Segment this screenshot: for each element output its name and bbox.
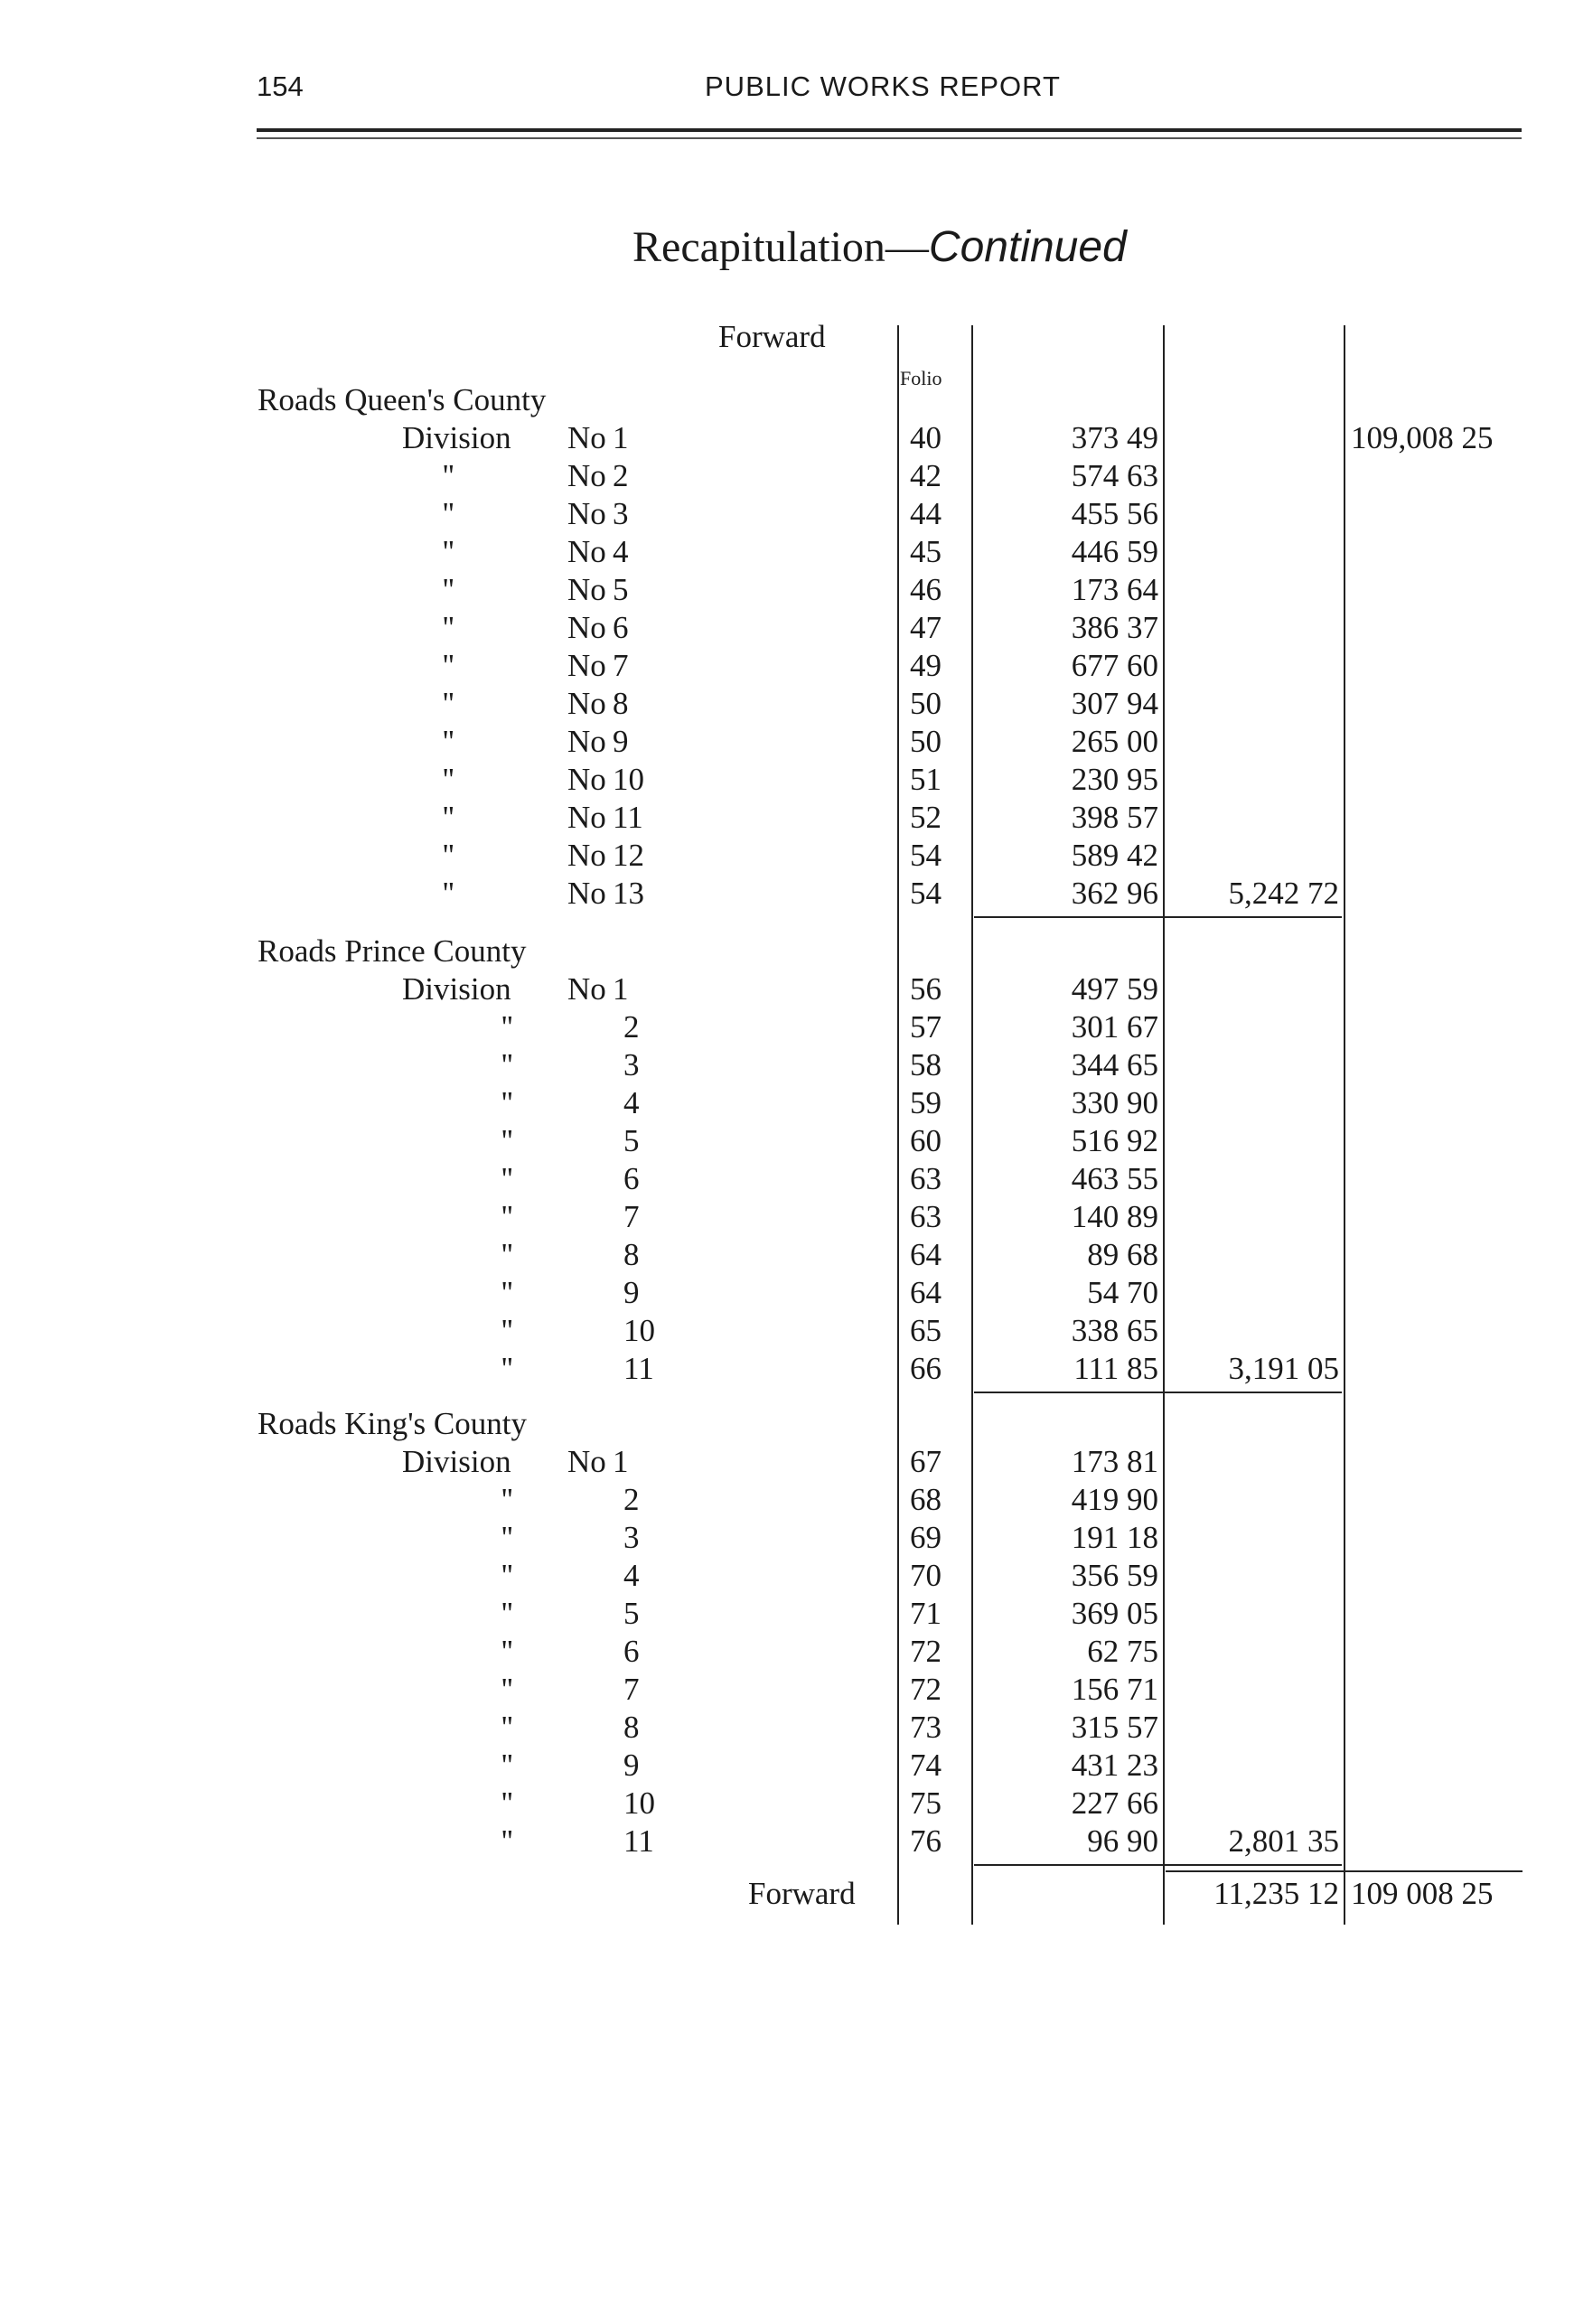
row-number: 3 (613, 496, 629, 531)
row-label: '' (501, 1199, 513, 1234)
row-folio: 51 (910, 762, 942, 797)
row-number: 8 (623, 1237, 640, 1272)
row-no: No (567, 686, 606, 721)
row-label: '' (443, 686, 454, 721)
row-label: '' (501, 1313, 513, 1348)
row-label: '' (501, 1275, 513, 1310)
row-folio: 67 (910, 1444, 942, 1479)
total-grand: 109 008 25 (1351, 1876, 1494, 1911)
row-folio: 69 (910, 1520, 942, 1555)
row-number: 9 (623, 1275, 640, 1310)
section-subtotal: 3,191 05 (1228, 1351, 1339, 1386)
row-label: '' (501, 1482, 513, 1517)
row-label: Division (402, 971, 511, 1007)
row-folio: 52 (910, 800, 942, 835)
row-number: 5 (623, 1596, 640, 1631)
row-label: '' (501, 1520, 513, 1555)
row-number: 7 (623, 1672, 640, 1707)
row-label: '' (443, 496, 454, 531)
forward-top-label: Forward (718, 319, 826, 354)
row-no: No (567, 534, 606, 569)
row-folio: 75 (910, 1785, 942, 1821)
row-label: '' (501, 1558, 513, 1593)
row-amount: 386 37 (1071, 610, 1158, 645)
row-folio: 70 (910, 1558, 942, 1593)
row-amount: 315 57 (1071, 1710, 1158, 1745)
section-heading: Roads Queen's County (258, 382, 547, 417)
row-amount: 419 90 (1071, 1482, 1158, 1517)
row-number: 1 (613, 971, 629, 1007)
row-number: 6 (623, 1634, 640, 1669)
page-number: 154 (257, 70, 304, 102)
row-no: No (567, 572, 606, 607)
row-amount: 589 42 (1071, 838, 1158, 873)
row-number: 10 (613, 762, 644, 797)
row-number: 4 (623, 1558, 640, 1593)
row-label: '' (501, 1123, 513, 1158)
section-heading: Roads King's County (258, 1406, 527, 1441)
row-label: '' (501, 1748, 513, 1783)
row-number: 1 (613, 1444, 629, 1479)
row-folio: 60 (910, 1123, 942, 1158)
row-folio: 50 (910, 686, 942, 721)
row-label: '' (443, 610, 454, 645)
row-label: '' (501, 1237, 513, 1272)
row-folio: 74 (910, 1748, 942, 1783)
row-no: No (567, 1444, 606, 1479)
forward-bottom-label: Forward (748, 1876, 856, 1911)
header-rule-thin (257, 137, 1522, 139)
row-amount: 431 23 (1071, 1748, 1158, 1783)
row-label: '' (501, 1596, 513, 1631)
row-label: '' (501, 1085, 513, 1120)
row-label: '' (501, 1785, 513, 1821)
title-main: Recapitulation— (632, 223, 929, 271)
row-label: '' (501, 1161, 513, 1196)
row-amount: 301 67 (1071, 1009, 1158, 1045)
row-label: '' (443, 534, 454, 569)
row-amount: 330 90 (1071, 1085, 1158, 1120)
row-label: '' (501, 1351, 513, 1386)
row-amount: 455 56 (1071, 496, 1158, 531)
row-number: 9 (613, 724, 629, 759)
row-no: No (567, 876, 606, 911)
row-number: 11 (623, 1823, 654, 1859)
table-title (632, 222, 1127, 272)
row-label: '' (443, 838, 454, 873)
row-folio: 64 (910, 1275, 942, 1310)
row-amount: 140 89 (1071, 1199, 1158, 1234)
title-continued: Continued (928, 223, 1127, 271)
row-folio: 59 (910, 1085, 942, 1120)
row-folio: 49 (910, 648, 942, 683)
row-folio: 54 (910, 876, 942, 911)
section-sum-rule (974, 916, 1342, 918)
section-subtotal: 2,801 35 (1228, 1823, 1339, 1859)
row-number: 3 (623, 1047, 640, 1082)
grand-carry-forward: 109,008 25 (1351, 420, 1494, 455)
row-folio: 71 (910, 1596, 942, 1631)
row-number: 12 (613, 838, 644, 873)
row-amount: 369 05 (1071, 1596, 1158, 1631)
row-no: No (567, 724, 606, 759)
total-sum: 11,235 12 (1213, 1876, 1339, 1911)
row-label: '' (501, 1710, 513, 1745)
row-label: '' (501, 1823, 513, 1859)
row-number: 2 (613, 458, 629, 493)
row-folio: 42 (910, 458, 942, 493)
row-folio: 47 (910, 610, 942, 645)
row-number: 6 (613, 610, 629, 645)
row-amount: 230 95 (1071, 762, 1158, 797)
row-folio: 68 (910, 1482, 942, 1517)
row-number: 11 (623, 1351, 654, 1386)
row-amount: 227 66 (1071, 1785, 1158, 1821)
row-folio: 45 (910, 534, 942, 569)
row-amount: 89 68 (1087, 1237, 1158, 1272)
row-number: 8 (623, 1710, 640, 1745)
row-number: 5 (623, 1123, 640, 1158)
row-no: No (567, 971, 606, 1007)
row-label: '' (443, 648, 454, 683)
row-amount: 398 57 (1071, 800, 1158, 835)
row-number: 4 (613, 534, 629, 569)
row-label: '' (443, 800, 454, 835)
column-rule-3 (1163, 325, 1165, 1925)
row-folio: 50 (910, 724, 942, 759)
row-no: No (567, 458, 606, 493)
row-amount: 96 90 (1087, 1823, 1158, 1859)
row-folio: 72 (910, 1634, 942, 1669)
row-folio: 73 (910, 1710, 942, 1745)
row-amount: 54 70 (1087, 1275, 1158, 1310)
row-label: '' (501, 1672, 513, 1707)
row-folio: 66 (910, 1351, 942, 1386)
section-subtotal: 5,242 72 (1228, 876, 1339, 911)
row-folio: 44 (910, 496, 942, 531)
row-number: 7 (623, 1199, 640, 1234)
row-label: '' (443, 762, 454, 797)
section-sum-rule (974, 1392, 1342, 1393)
row-number: 6 (623, 1161, 640, 1196)
row-amount: 373 49 (1071, 420, 1158, 455)
row-folio: 54 (910, 838, 942, 873)
row-folio: 57 (910, 1009, 942, 1045)
row-amount: 574 63 (1071, 458, 1158, 493)
row-amount: 156 71 (1071, 1672, 1158, 1707)
row-number: 7 (613, 648, 629, 683)
row-amount: 463 55 (1071, 1161, 1158, 1196)
row-amount: 446 59 (1071, 534, 1158, 569)
row-label: '' (501, 1009, 513, 1045)
row-number: 13 (613, 876, 644, 911)
row-amount: 173 64 (1071, 572, 1158, 607)
row-folio: 46 (910, 572, 942, 607)
row-amount: 497 59 (1071, 971, 1158, 1007)
row-number: 1 (613, 420, 629, 455)
row-number: 10 (623, 1785, 655, 1821)
row-amount: 307 94 (1071, 686, 1158, 721)
folio-header: Folio (900, 367, 942, 389)
row-folio: 58 (910, 1047, 942, 1082)
row-folio: 63 (910, 1199, 942, 1234)
row-label: '' (501, 1634, 513, 1669)
row-no: No (567, 496, 606, 531)
row-amount: 62 75 (1087, 1634, 1158, 1669)
row-folio: 64 (910, 1237, 942, 1272)
section-sum-rule (974, 1864, 1342, 1866)
row-no: No (567, 648, 606, 683)
row-label: '' (443, 572, 454, 607)
running-header: PUBLIC WORKS REPORT (705, 70, 1061, 102)
row-number: 2 (623, 1009, 640, 1045)
row-folio: 63 (910, 1161, 942, 1196)
row-folio: 76 (910, 1823, 942, 1859)
row-no: No (567, 420, 606, 455)
row-folio: 40 (910, 420, 942, 455)
row-folio: 65 (910, 1313, 942, 1348)
row-amount: 677 60 (1071, 648, 1158, 683)
row-label: '' (501, 1047, 513, 1082)
row-label: Division (402, 1444, 511, 1479)
row-amount: 265 00 (1071, 724, 1158, 759)
row-number: 11 (613, 800, 643, 835)
row-amount: 173 81 (1071, 1444, 1158, 1479)
row-folio: 72 (910, 1672, 942, 1707)
row-amount: 516 92 (1071, 1123, 1158, 1158)
row-label: '' (443, 458, 454, 493)
row-folio: 56 (910, 971, 942, 1007)
row-number: 8 (613, 686, 629, 721)
row-label: Division (402, 420, 511, 455)
row-number: 5 (613, 572, 629, 607)
column-rule-4 (1344, 325, 1345, 1925)
row-number: 10 (623, 1313, 655, 1348)
row-amount: 362 96 (1071, 876, 1158, 911)
row-amount: 356 59 (1071, 1558, 1158, 1593)
column-rule-2 (971, 325, 973, 1925)
row-amount: 338 65 (1071, 1313, 1158, 1348)
header-rule-thick (257, 128, 1522, 132)
row-number: 9 (623, 1748, 640, 1783)
row-no: No (567, 838, 606, 873)
row-number: 2 (623, 1482, 640, 1517)
row-number: 4 (623, 1085, 640, 1120)
column-rule-1 (897, 325, 899, 1925)
row-no: No (567, 800, 606, 835)
row-amount: 344 65 (1071, 1047, 1158, 1082)
row-amount: 111 85 (1073, 1351, 1158, 1386)
row-no: No (567, 762, 606, 797)
section-heading: Roads Prince County (258, 933, 527, 969)
row-label: '' (443, 876, 454, 911)
row-number: 3 (623, 1520, 640, 1555)
row-amount: 191 18 (1071, 1520, 1158, 1555)
row-label: '' (443, 724, 454, 759)
row-no: No (567, 610, 606, 645)
